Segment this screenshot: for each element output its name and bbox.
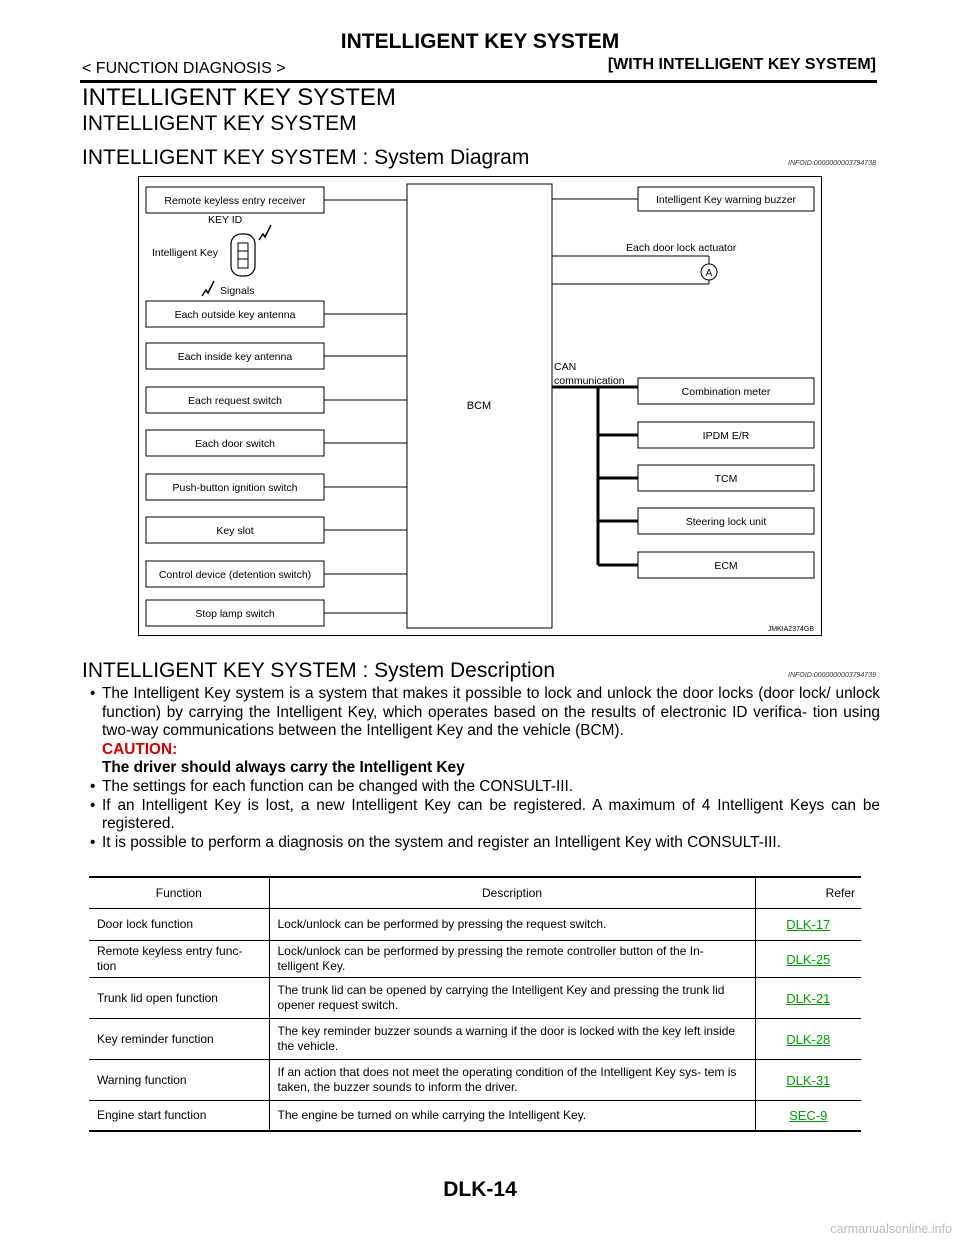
caution-block bbox=[90, 741, 880, 778]
function-table bbox=[89, 876, 861, 1132]
refer-link[interactable]: DLK-21 bbox=[755, 978, 861, 1019]
can-unit-label: Combination meter bbox=[681, 386, 771, 398]
system-diagram-heading: INTELLIGENT KEY SYSTEM : System Diagram bbox=[82, 146, 530, 169]
input-device-label: Key slot bbox=[216, 525, 254, 537]
header-variant-label: [WITH INTELLIGENT KEY SYSTEM] bbox=[607, 56, 876, 73]
refer-link[interactable]: DLK-28 bbox=[755, 1019, 861, 1060]
refer-link[interactable]: DLK-25 bbox=[755, 941, 861, 978]
can-label-line2: communication bbox=[554, 375, 625, 387]
can-unit-label: ECM bbox=[714, 560, 738, 572]
connector-marker-label: A bbox=[705, 268, 713, 279]
input-device-label: Each request switch bbox=[188, 395, 282, 407]
heading-level-1: INTELLIGENT KEY SYSTEM bbox=[82, 84, 396, 111]
description-bullet: • The settings for each function can be changed with the CONSULT-III. bbox=[90, 778, 880, 797]
header-rule bbox=[80, 80, 877, 83]
refer-link[interactable]: DLK-17 bbox=[755, 909, 861, 941]
description-cell: Lock/unlock can be performed by pressing the remote controller button of the In- telligent Key. bbox=[269, 941, 755, 978]
system-diagram bbox=[138, 176, 822, 636]
input-device-label: Stop lamp switch bbox=[195, 608, 275, 620]
key-id-label: KEY ID bbox=[208, 214, 243, 226]
description-bullet: • It is possible to perform a diagnosis on the system and register an Intelligent Key with CONSULT-III. bbox=[90, 834, 880, 853]
system-description bbox=[90, 685, 880, 852]
description-cell: The key reminder buzzer sounds a warning if the door is locked with the key left inside the vehicle. bbox=[269, 1019, 755, 1060]
system-description-heading: INTELLIGENT KEY SYSTEM : System Description bbox=[82, 659, 556, 682]
table-row bbox=[89, 978, 861, 1019]
column-header-function: Function bbox=[89, 877, 269, 909]
table-row bbox=[89, 1101, 861, 1131]
function-cell: Key reminder function bbox=[89, 1019, 269, 1060]
table-row bbox=[89, 941, 861, 978]
function-cell: Engine start function bbox=[89, 1101, 269, 1131]
column-header-refer: Refer bbox=[755, 877, 861, 909]
description-cell: If an action that does not meet the operating condition of the Intelligent Key sys- tem is taken, the buzzer sounds to inform the driver. bbox=[269, 1060, 755, 1101]
description-cell: The engine be turned on while carrying the Intelligent Key. bbox=[269, 1101, 755, 1131]
bcm-label: BCM bbox=[466, 400, 492, 412]
system-description-infoid: INFOID:0000000003794739 bbox=[788, 672, 876, 679]
watermark: carmanualsonline.info bbox=[830, 1222, 952, 1236]
system-diagram-infoid: INFOID:0000000003794738 bbox=[788, 160, 876, 167]
description-cell: The trunk lid can be opened by carrying the Intelligent Key and pressing the trunk lid opener request switch. bbox=[269, 978, 755, 1019]
header-title: INTELLIGENT KEY SYSTEM bbox=[340, 30, 620, 53]
description-cell: Lock/unlock can be performed by pressing the request switch. bbox=[269, 909, 755, 941]
description-bullet: • If an Intelligent Key is lost, a new Intelligent Key can be registered. A maximum of 4 Intelligent Keys can be registered. bbox=[90, 797, 880, 834]
table-row bbox=[89, 1060, 861, 1101]
input-device-label: Each inside key antenna bbox=[177, 351, 293, 363]
input-device-label: Push-button ignition switch bbox=[172, 482, 298, 494]
can-unit-label: TCM bbox=[714, 473, 738, 485]
can-label-line1: CAN bbox=[554, 361, 577, 373]
can-unit-label: IPDM E/R bbox=[702, 430, 750, 442]
function-cell: Door lock function bbox=[89, 909, 269, 941]
intelligent-key-icon bbox=[231, 234, 255, 276]
header-section-label: < FUNCTION DIAGNOSIS > bbox=[82, 60, 286, 77]
can-unit-label: Steering lock unit bbox=[685, 516, 767, 528]
function-cell: Warning function bbox=[89, 1060, 269, 1101]
input-device-label: Control device (detention switch) bbox=[158, 569, 312, 581]
column-header-description: Description bbox=[269, 877, 755, 909]
heading-level-2: INTELLIGENT KEY SYSTEM bbox=[82, 112, 357, 135]
actuator-label: Each door lock actuator bbox=[626, 242, 737, 254]
intelligent-key-label: Intelligent Key bbox=[152, 247, 218, 259]
signals-label: Signals bbox=[220, 285, 255, 297]
caution-text: The driver should always carry the Intelligent Key bbox=[102, 759, 465, 777]
refer-link[interactable]: SEC-9 bbox=[755, 1101, 861, 1131]
input-device-label: Each door switch bbox=[195, 438, 275, 450]
table-row bbox=[89, 1019, 861, 1060]
page-number: DLK-14 bbox=[443, 1178, 517, 1201]
table-header-row bbox=[89, 877, 861, 909]
buzzer-label: Intelligent Key warning buzzer bbox=[655, 194, 797, 206]
description-bullet: • The Intelligent Key system is a system that makes it possible to lock and unlock the door locks (door lock/ unlock function) by carrying the Intelligent Key, which operates based on the results of electronic ID verifica- tion using two-way communications between the Intelligent Key and the vehicle (BCM). bbox=[90, 685, 880, 741]
diagram-code: JMKIA2374GB bbox=[767, 626, 814, 633]
caution-title: CAUTION: bbox=[102, 740, 178, 758]
table-row bbox=[89, 909, 861, 941]
input-device-label: Remote keyless entry receiver bbox=[164, 195, 306, 207]
function-cell: Trunk lid open function bbox=[89, 978, 269, 1019]
input-device-label: Each outside key antenna bbox=[174, 309, 296, 321]
refer-link[interactable]: DLK-31 bbox=[755, 1060, 861, 1101]
function-cell: Remote keyless entry func- tion bbox=[89, 941, 269, 978]
